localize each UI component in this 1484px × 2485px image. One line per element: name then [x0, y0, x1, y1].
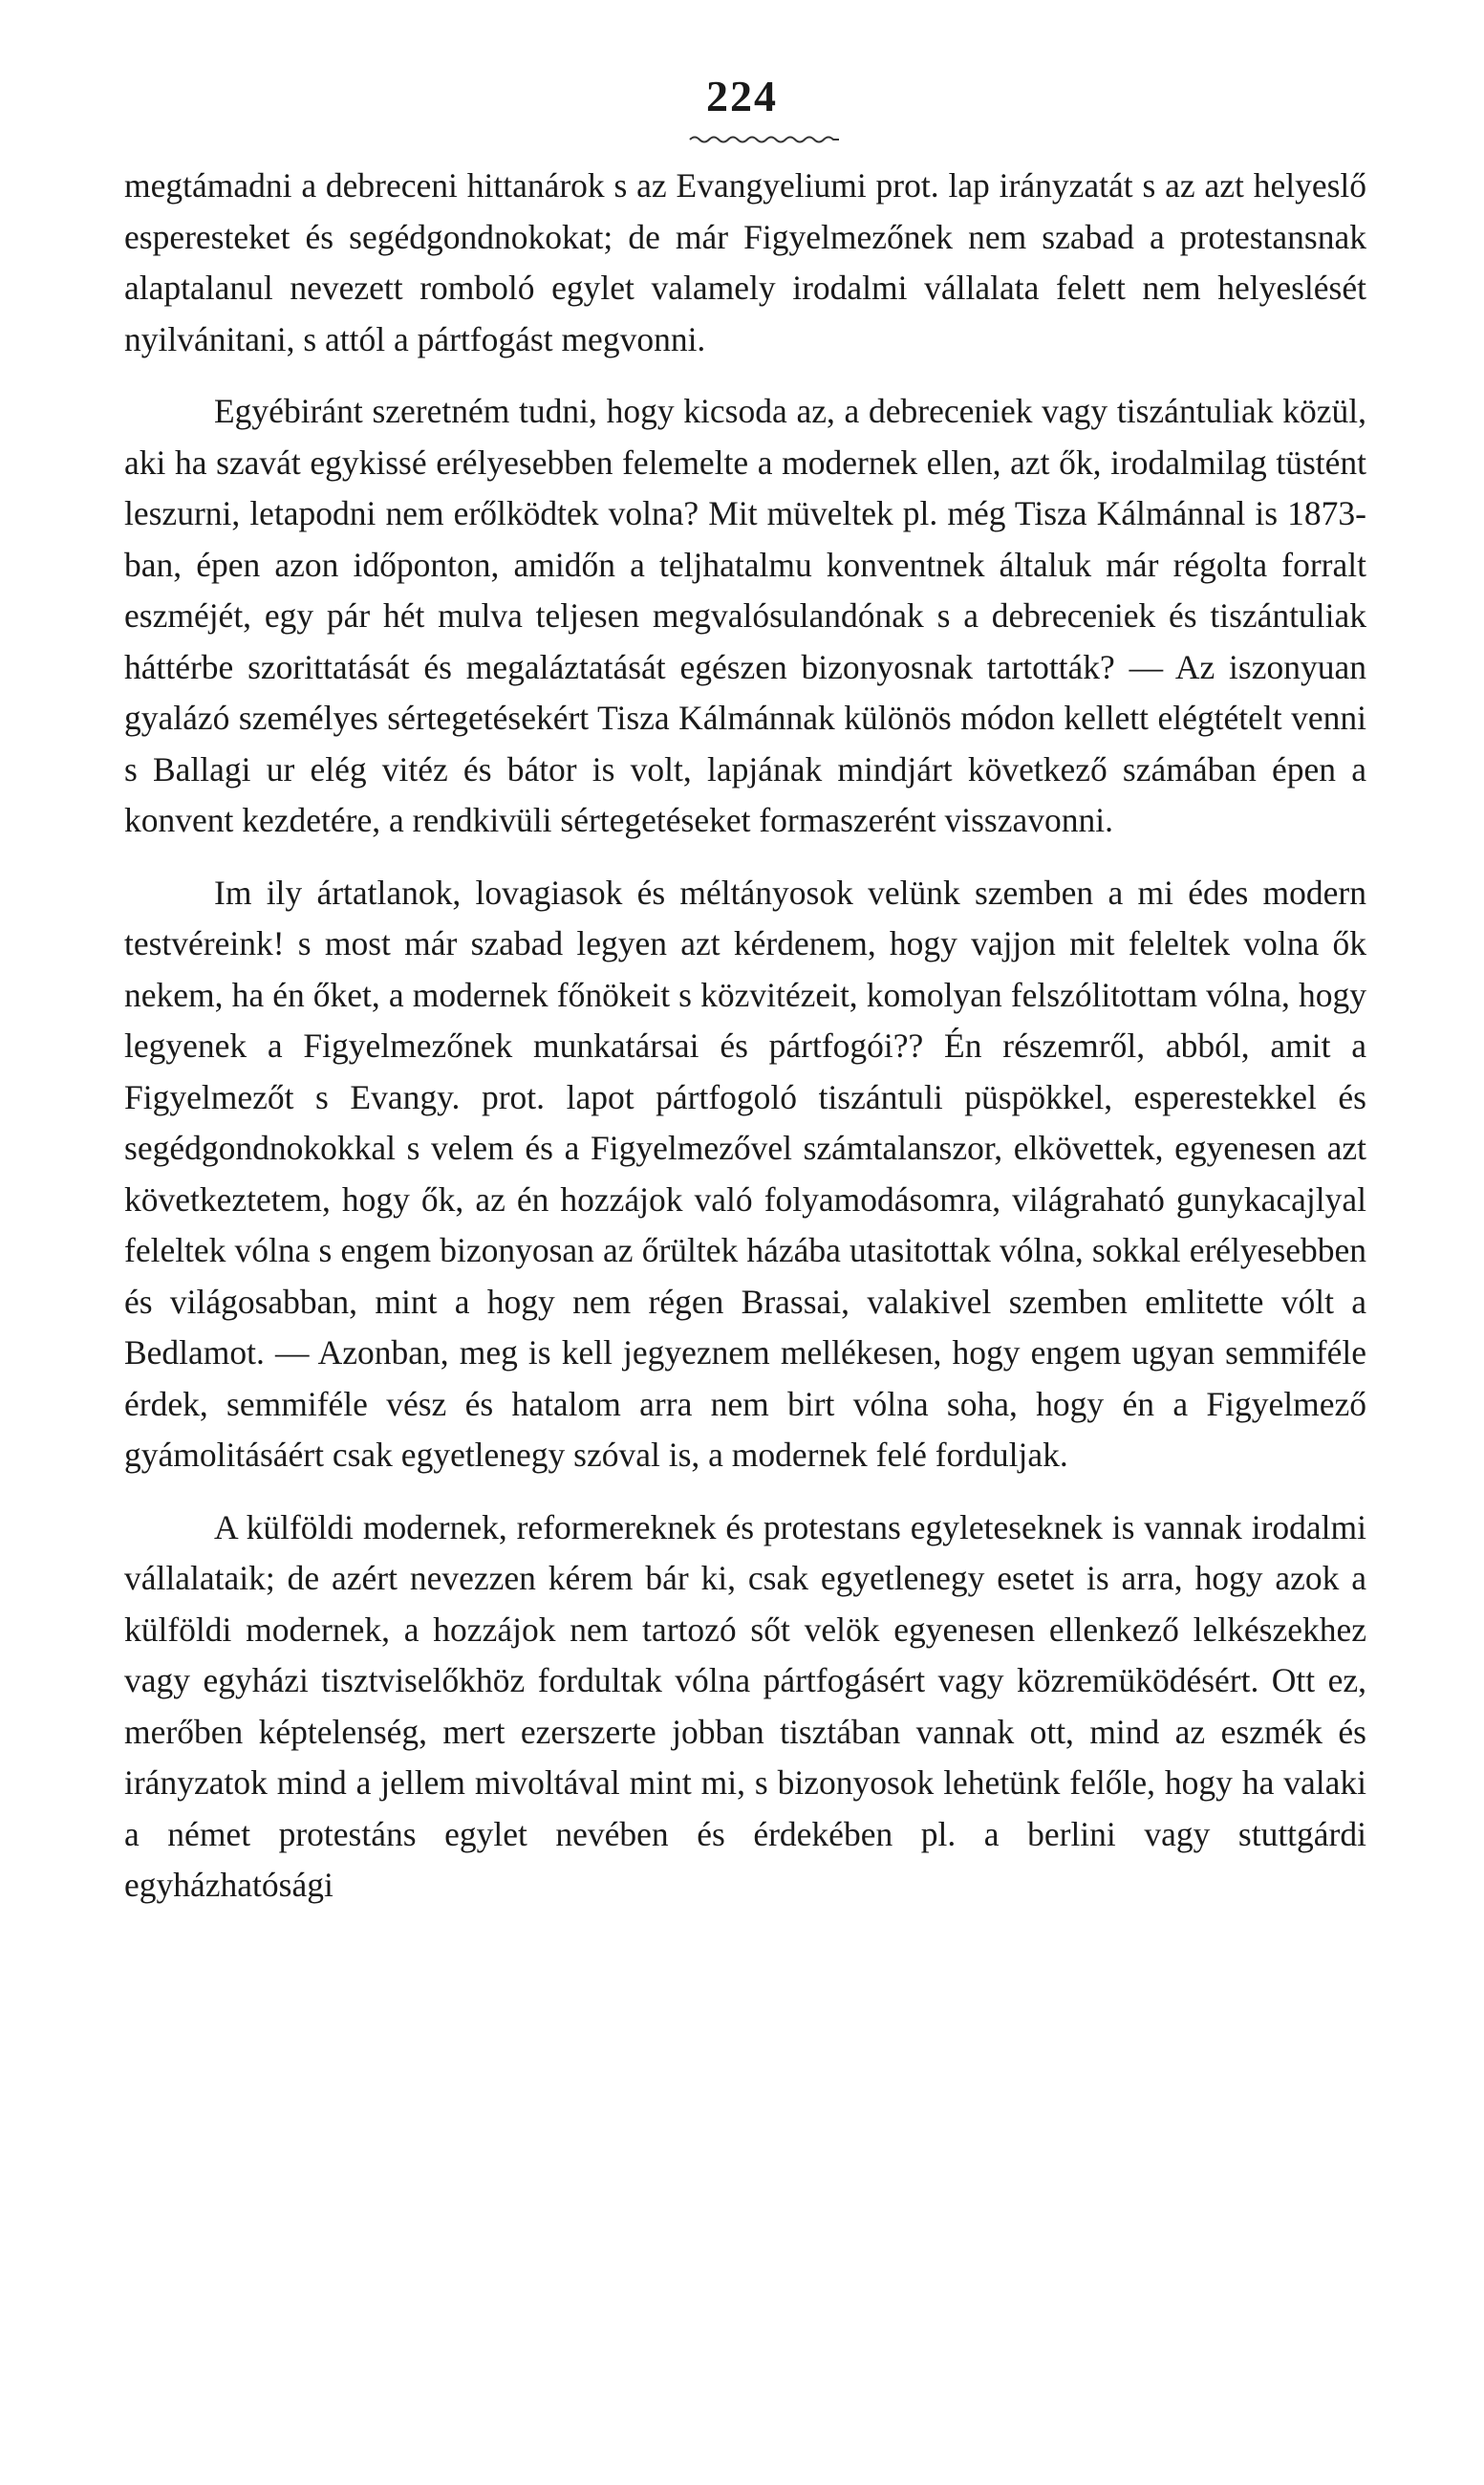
- body-text: [124, 161, 1366, 1912]
- paragraph-3: Im ily ártatlanok, lovagiasok és méltányosok velünk szemben a mi édes modern testvéreink! s most már szabad legyen azt kérdenem, hogy vajjon mit feleltek volna ők nekem, ha én őket, a modernek főnökeit s közvitézeit, komolyan felszólitottam vólna, hogy legyenek a Figyelmezőnek munkatársai és pártfogói?? Én részemről, abból, amit a Figyelmezőt s Evangy. prot. lapot pártfogoló tiszántuli püspökkel, esperestekkel és segédgondnokokkal s velem és a Figyelmezővel számtalanszor, elkövettek, egyenesen azt következtetem, hogy ők, az én hozzájok való folyamodásomra, világraható gunykacajlyal feleltek vólna s engem bizonyosan az őrültek házába utasitottak vólna, sokkal erélyesebben és világosabban, mint a hogy nem régen Brassai, valakivel szemben emlitette vólt a Bedlamot. — Azonban, meg is kell jegyeznem mellékesen, hogy engem ugyan semmiféle érdek, semmiféle vész és hatalom arra nem birt vólna soha, hogy én a Figyelmező gyámolitásáért csak egyetlenegy szóval is, a modernek felé forduljak.: [124, 873, 1366, 1474]
- page-number-ornament: [688, 134, 841, 145]
- page-number: 224: [706, 72, 778, 120]
- paragraph-1: megtámadni a debreceni hittanárok s az Evangyeliumi prot. lap irányzatát s az azt helyeslő esperesteket és segédgondnokokat; de már Figyelmezőnek nem szabad a protestansnak alaptalanul nevezett romboló egylet valamely irodalmi vállalata felett nem helyeslését nyilvánitani, s attól a pártfogást megvonni.: [124, 166, 1366, 358]
- paragraph-2: Egyébiránt szeretném tudni, hogy kicsoda az, a debreceniek vagy tiszántuliak közül, aki ha szavát egykissé erélyesebben felemelte a modernek ellen, azt ők, irodalmilag tüstént leszurni, letapodni nem erőlködtek volna? Mit müveltek pl. még Tisza Kálmánnal is 1873-ban, épen azon időponton, amidőn a teljhatalmu konventnek általuk már régolta forralt eszméjét, egy pár hét mulva teljesen megvalósulandónak s a debreceniek és tiszántuliak háttérbe szorittatását és megaláztatását egészen bizonyosnak tartották? — Az iszonyuan gyalázó személyes sértegetésekért Tisza Kálmánnak különös módon kellett elégtételt venni s Ballagi ur elég vitéz és bátor is volt, lapjának mindjárt következő számában épen a konvent kezdetére, a rendkivüli sértegetéseket formaszerént visszavonni.: [124, 392, 1366, 839]
- paragraph-4: A külföldi modernek, reformereknek és protestans egyleteseknek is vannak irodalmi vállalataik; de azért nevezzen kérem bár ki, csak egyetlenegy esetet is arra, hogy azok a külföldi modernek, a hozzájok nem tartozó sőt velök egyenesen ellenkező lelkészekhez vagy egyházi tisztviselőkhöz fordultak vólna pártfogásért vagy közremüködésért. Ott ez, merőben képtelenség, mert ezerszerte jobban tisztában vannak ott, mind az eszmék és irányzatok mind a jellem mivoltával mint mi, s bizonyosok lehetünk felőle, hogy ha valaki a német protestáns egylet nevében és érdekében pl. a berlini vagy stuttgárdi egyházhatósági: [124, 1507, 1366, 1904]
